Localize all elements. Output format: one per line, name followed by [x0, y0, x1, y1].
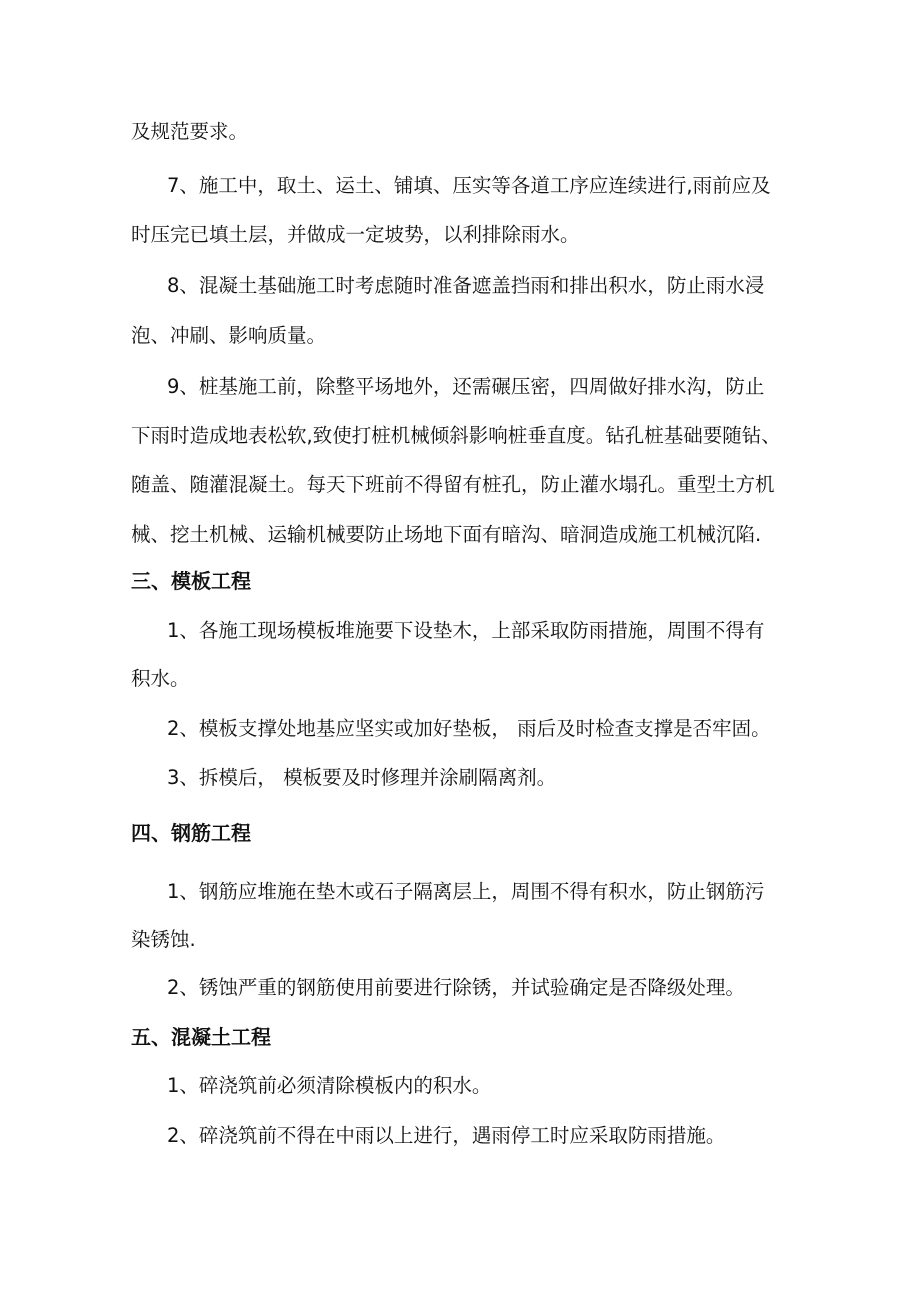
text-line: 2、模板支撑处地基应坚实或加好垫板， 雨后及时检查支撑是否牢固。 — [167, 717, 771, 740]
section-heading: 四、钢筋工程 — [131, 821, 251, 845]
text-line: 及规范要求。 — [131, 120, 249, 143]
text-line: 染锈蚀. — [131, 928, 196, 951]
text-line: 积水。 — [131, 667, 190, 690]
text-line: 2、锈蚀严重的钢筋使用前要进行除锈，并试验确定是否降级处理。 — [167, 976, 745, 999]
text-line: 2、碎浇筑前不得在中雨以上进行，遇雨停工时应采取防雨措施。 — [167, 1124, 726, 1147]
text-line: 1、钢筋应堆施在垫木或石子隔离层上，周围不得有积水，防止钢筋污 — [167, 880, 765, 903]
text-line: 下雨时造成地表松软,致使打桩机械倾斜影响桩垂直度。钻孔桩基础要随钻、 — [131, 424, 781, 447]
section-heading: 五、混凝土工程 — [131, 1025, 271, 1049]
text-line: 1、碎浇筑前必须清除模板内的积水。 — [167, 1074, 492, 1097]
text-line: 8、混凝土基础施工时考虑随时准备遮盖挡雨和排出积水，防止雨水浸 — [167, 274, 765, 297]
text-line: 3、拆模后， 模板要及时修理并涂刷隔离剂。 — [167, 766, 557, 789]
text-line: 泡、冲刷、影响质量。 — [131, 324, 327, 347]
text-line: 械、挖土机械、运输机械要防止场地下面有暗沟、暗洞造成施工机械沉陷. — [131, 523, 762, 546]
text-line: 7、施工中，取土、运土、铺填、压实等各道工序应连续进行,雨前应及 — [167, 174, 771, 197]
section-heading: 三、模板工程 — [131, 569, 251, 593]
text-line: 随盖、随灌混凝土。每天下班前不得留有桩孔，防止灌水塌孔。重型土方机 — [131, 473, 775, 496]
text-line: 时压完已填土层，并做成一定坡势，以利排除雨水。 — [131, 223, 580, 246]
text-line: 9、桩基施工前，除整平场地外，还需碾压密，四周做好排水沟，防止 — [167, 375, 765, 398]
text-line: 1、各施工现场模板堆施要下设垫木，上部采取防雨措施，周围不得有 — [167, 619, 765, 642]
